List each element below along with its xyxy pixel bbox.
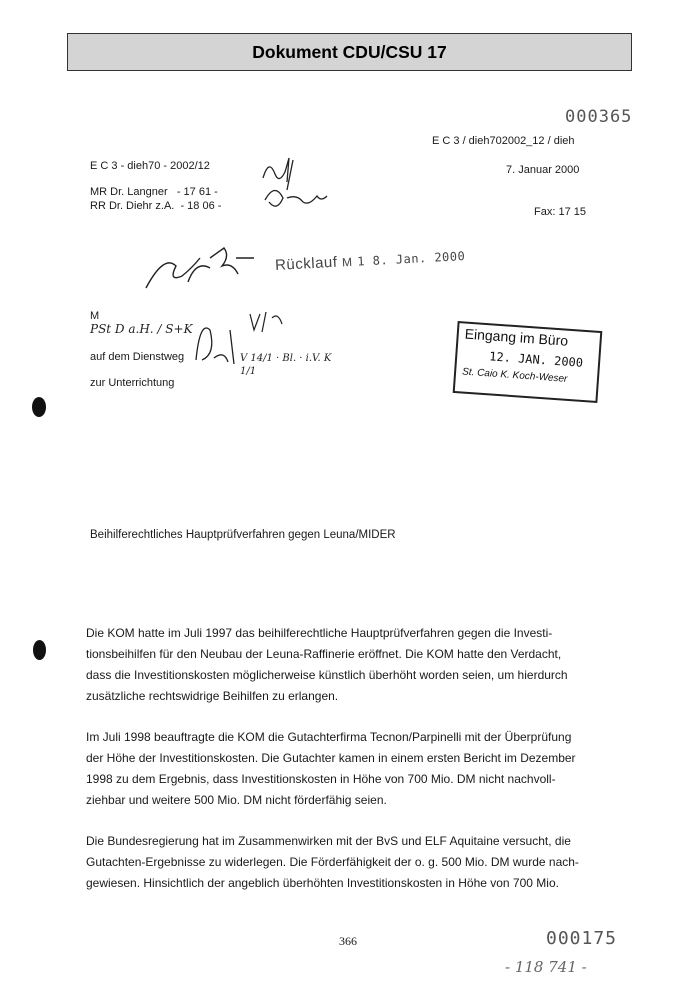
- handwritten-routing-notes: V 14/1 · Bl. · i.V. K 1/1: [240, 353, 332, 377]
- paragraph-line: Im Juli 1998 beauftragte die KOM die Gutachterfirma Tecnon/Parpinelli mit der Überprüfung: [86, 730, 572, 744]
- handwritten-signature: [140, 238, 270, 298]
- stamp-number-bottom: 000175: [546, 928, 618, 949]
- ruecklauf-date: 1 8. Jan. 2000: [356, 249, 466, 269]
- author-langner: MR Dr. Langner - 17 61 -: [90, 186, 218, 198]
- subject-line: Beihilferechtliches Hauptprüfverfahren gegen Leuna/MIDER: [90, 529, 396, 541]
- routing-m-label: M: [90, 310, 100, 322]
- document-title-banner: [67, 33, 632, 71]
- routing-unterrichtung: zur Unterrichtung: [90, 377, 175, 389]
- paragraph-line: gewiesen. Hinsichtlich der angeblich überhöhten Investitionskosten in Höhe von 700 Mio.: [86, 876, 559, 890]
- paragraph-line: dass die Investitionskosten möglicherweise künstlich überhöht worden seien, um hierdurch: [86, 668, 568, 682]
- paragraph-line: der Höhe der Investitionskosten. Die Gutachter kamen in einem ersten Bericht im Dezember: [86, 751, 576, 765]
- eingang-title: Eingang im Büro: [464, 325, 569, 349]
- reference-left: E C 3 - dieh70 - 2002/12: [90, 160, 210, 172]
- reference-right: E C 3 / dieh702002_12 / dieh: [432, 135, 575, 147]
- author-diehr: RR Dr. Diehr z.A. - 18 06 -: [90, 200, 222, 212]
- paragraph-2: [86, 727, 606, 811]
- paragraph-line: Gutachten-Ergebnisse zu widerlegen. Die Förderfähigkeit der o. g. 500 Mio. DM wurde nach-: [86, 855, 579, 869]
- page-number: 366: [339, 934, 357, 948]
- fax-number: Fax: 17 15: [534, 206, 586, 218]
- punch-hole-bottom: [33, 640, 46, 660]
- paragraph-line: zusätzliche rechtswidrige Beihilfen zu erlangen.: [86, 689, 339, 703]
- ruecklauf-stamp: Rücklauf M 1 8. Jan. 2000: [274, 249, 466, 274]
- eingang-date: 12. JAN. 2000: [488, 349, 584, 370]
- paragraph-line: tionsbeihilfen für den Neubau der Leuna-Raffinerie eröffnet. Die KOM hatte den Verdacht,: [86, 647, 562, 661]
- document-date: 7. Januar 2000: [506, 164, 580, 176]
- paragraph-line: 1998 zu dem Ergebnis, dass Investitionskosten in Höhe von 700 Mio. DM nicht nachvoll-: [86, 772, 556, 786]
- eingang-name: St. Caio K. Koch-Weser: [461, 366, 568, 385]
- stamp-number-top: 000365: [565, 107, 633, 127]
- ruecklauf-label: Rücklauf: [274, 253, 338, 274]
- paragraph-line: ziehbar und weitere 500 Mio. DM nicht förderfähig seien.: [86, 793, 387, 807]
- routing-dienstweg: auf dem Dienstweg: [90, 351, 185, 363]
- document-title: Dokument CDU/CSU 17: [252, 41, 447, 62]
- eingang-stamp: [453, 321, 603, 403]
- paragraph-line: Die Bundesregierung hat im Zusammenwirken mit der BvS und ELF Aquitaine versucht, die: [86, 834, 571, 848]
- handwritten-routing-initials: PSt D a.H. / S+K: [90, 322, 193, 336]
- paragraph-3: [86, 831, 606, 894]
- paragraph-line: Die KOM hatte im Juli 1997 das beihilferechtliche Hauptprüfverfahren gegen die Investi-: [86, 626, 553, 640]
- bottom-handwritten-number: - 118 741 -: [505, 958, 587, 976]
- paragraph-1: [86, 623, 606, 707]
- handwritten-initials-header: [255, 150, 365, 220]
- punch-hole-top: [32, 397, 46, 417]
